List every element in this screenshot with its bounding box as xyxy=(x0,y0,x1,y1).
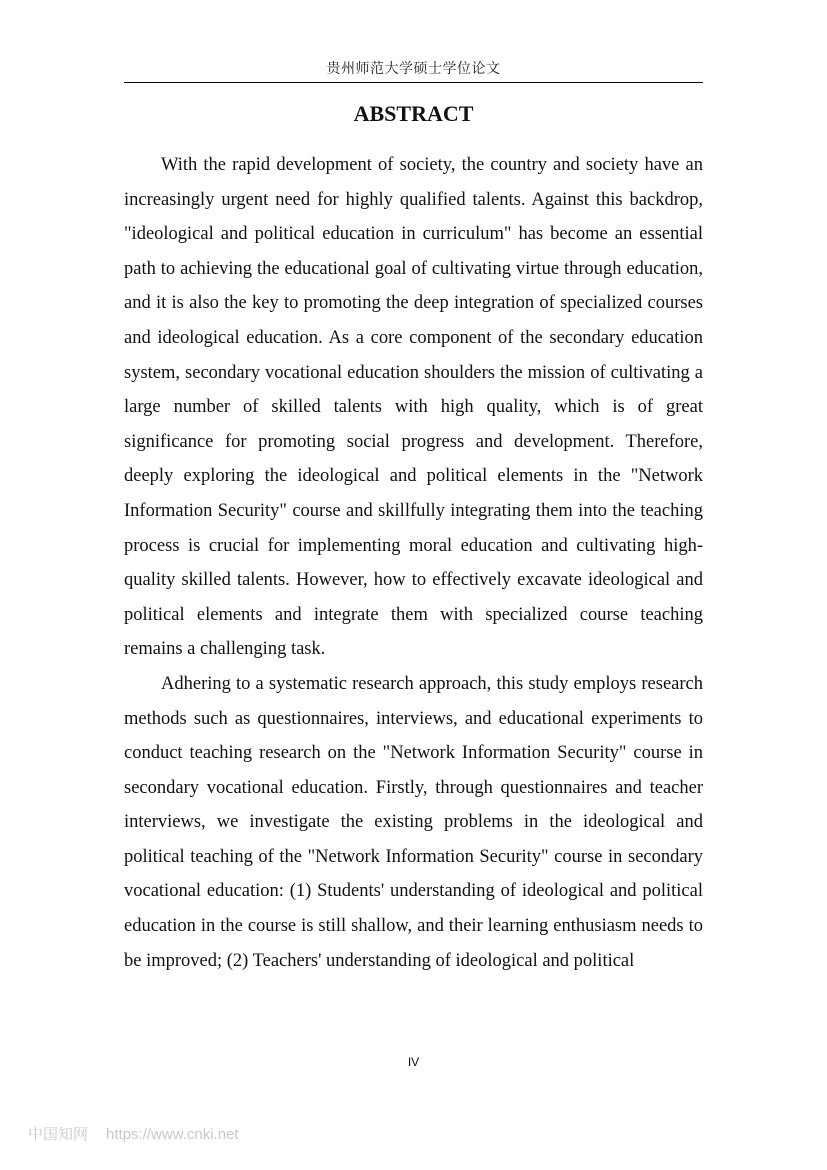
running-header: 贵州师范大学硕士学位论文 xyxy=(326,62,501,77)
page-number: IV xyxy=(407,1055,420,1069)
abstract-paragraph-2: Adhering to a systematic research approach, this study employs research methods such as questionnaires, interviews, and educational experiments to conduct teaching research on the "Network Information Security" course in secondary vocational education. Firstly, through questionnaires and teacher interviews, we investigate the existing problems in the ideological and political teaching of the "Network Information Security" course in secondary vocational education: (1) Students' understanding of ideological and political education in the course is still shallow, and their learning enthusiasm needs to be improved; (2) Teachers' understanding of ideological and political xyxy=(124,673,703,971)
abstract-paragraph-1: With the rapid development of society, the country and society have an increasingly urgent need for highly qualified talents. Against this backdrop, "ideological and political education in curriculum" has become an essential path to achieving the educational goal of cultivating virtue through education, and it is also the key to promoting the deep integration of specialized courses and ideological education. As a core component of the secondary education system, secondary vocational education shoulders the mission of cultivating a large number of skilled talents with high quality, which is of great significance for promoting social progress and development. Therefore, deeply exploring the ideological and political elements in the "Network Information Security" course and skillfully integrating them into the teaching process is crucial for implementing moral education and cultivating high-quality skilled talents. However, how to effectively excavate ideological and political elements and integrate them with specialized course teaching remains a challenging task. xyxy=(124,155,703,660)
abstract-body xyxy=(124,148,703,978)
cnki-watermark xyxy=(28,1125,239,1145)
watermark-brand: 中国知网 xyxy=(28,1126,89,1143)
abstract-title: ABSTRACT xyxy=(353,101,474,126)
header-rule xyxy=(124,82,703,83)
watermark-url: https://www.cnki.net xyxy=(106,1126,239,1143)
